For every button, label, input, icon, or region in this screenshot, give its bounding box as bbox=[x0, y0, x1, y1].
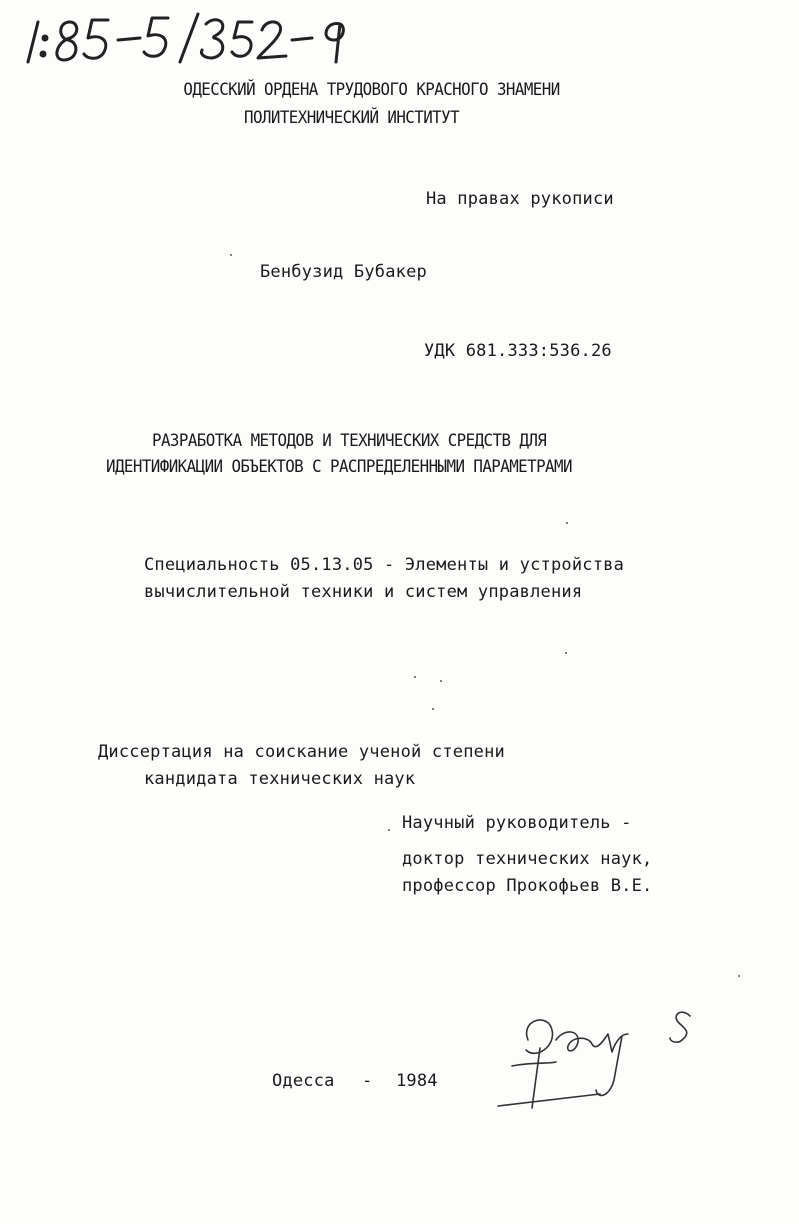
scan-speck bbox=[414, 676, 416, 678]
institute-line-1: ОДЕССКИЙ ОРДЕНА ТРУДОВОГО КРАСНОГО ЗНАМЕНИ bbox=[183, 80, 560, 100]
supervisor-line-1: Научный руководитель - bbox=[402, 813, 632, 833]
scan-speck bbox=[738, 975, 740, 977]
author-name: Бенбузид Бубакер bbox=[260, 262, 427, 282]
footer-year: 1984 bbox=[396, 1071, 438, 1091]
supervisor-line-3: профессор Прокофьев В.Е. bbox=[402, 876, 653, 896]
footer-city: Одесса bbox=[272, 1071, 335, 1091]
scan-speck bbox=[432, 708, 434, 710]
footer-dash: - bbox=[362, 1071, 373, 1091]
archive-mark bbox=[20, 14, 360, 66]
supervisor-line-2: доктор технических наук, bbox=[402, 849, 653, 869]
specialty-line-1: Специальность 05.13.05 - Элементы и устройства bbox=[144, 555, 625, 575]
title-line-2: ИДЕНТИФИКАЦИИ ОБЪЕКТОВ С РАСПРЕДЕЛЕННЫМИ ПАРАМЕТРАМИ bbox=[106, 457, 572, 477]
title-line-1: РАЗРАБОТКА МЕТОДОВ И ТЕХНИЧЕСКИХ СРЕДСТВ ДЛЯ bbox=[152, 431, 547, 451]
degree-line-2: кандидата технических наук bbox=[144, 769, 416, 789]
manuscript-note: На правах рукописи bbox=[426, 189, 614, 209]
udc-code: УДК 681.333:536.26 bbox=[424, 341, 612, 361]
scan-speck bbox=[566, 522, 568, 524]
institute-line-2: ПОЛИТЕХНИЧЕСКИЙ ИНСТИТУТ bbox=[244, 108, 460, 128]
signature-handwriting bbox=[498, 1012, 690, 1108]
scan-speck bbox=[440, 680, 442, 682]
scan-speck bbox=[230, 254, 232, 256]
specialty-line-2: вычислительной техники и систем управления bbox=[144, 582, 583, 602]
degree-line-1: Диссертация на соискание ученой степени bbox=[98, 742, 505, 762]
scan-speck bbox=[565, 652, 567, 654]
scan-speck bbox=[388, 829, 390, 831]
